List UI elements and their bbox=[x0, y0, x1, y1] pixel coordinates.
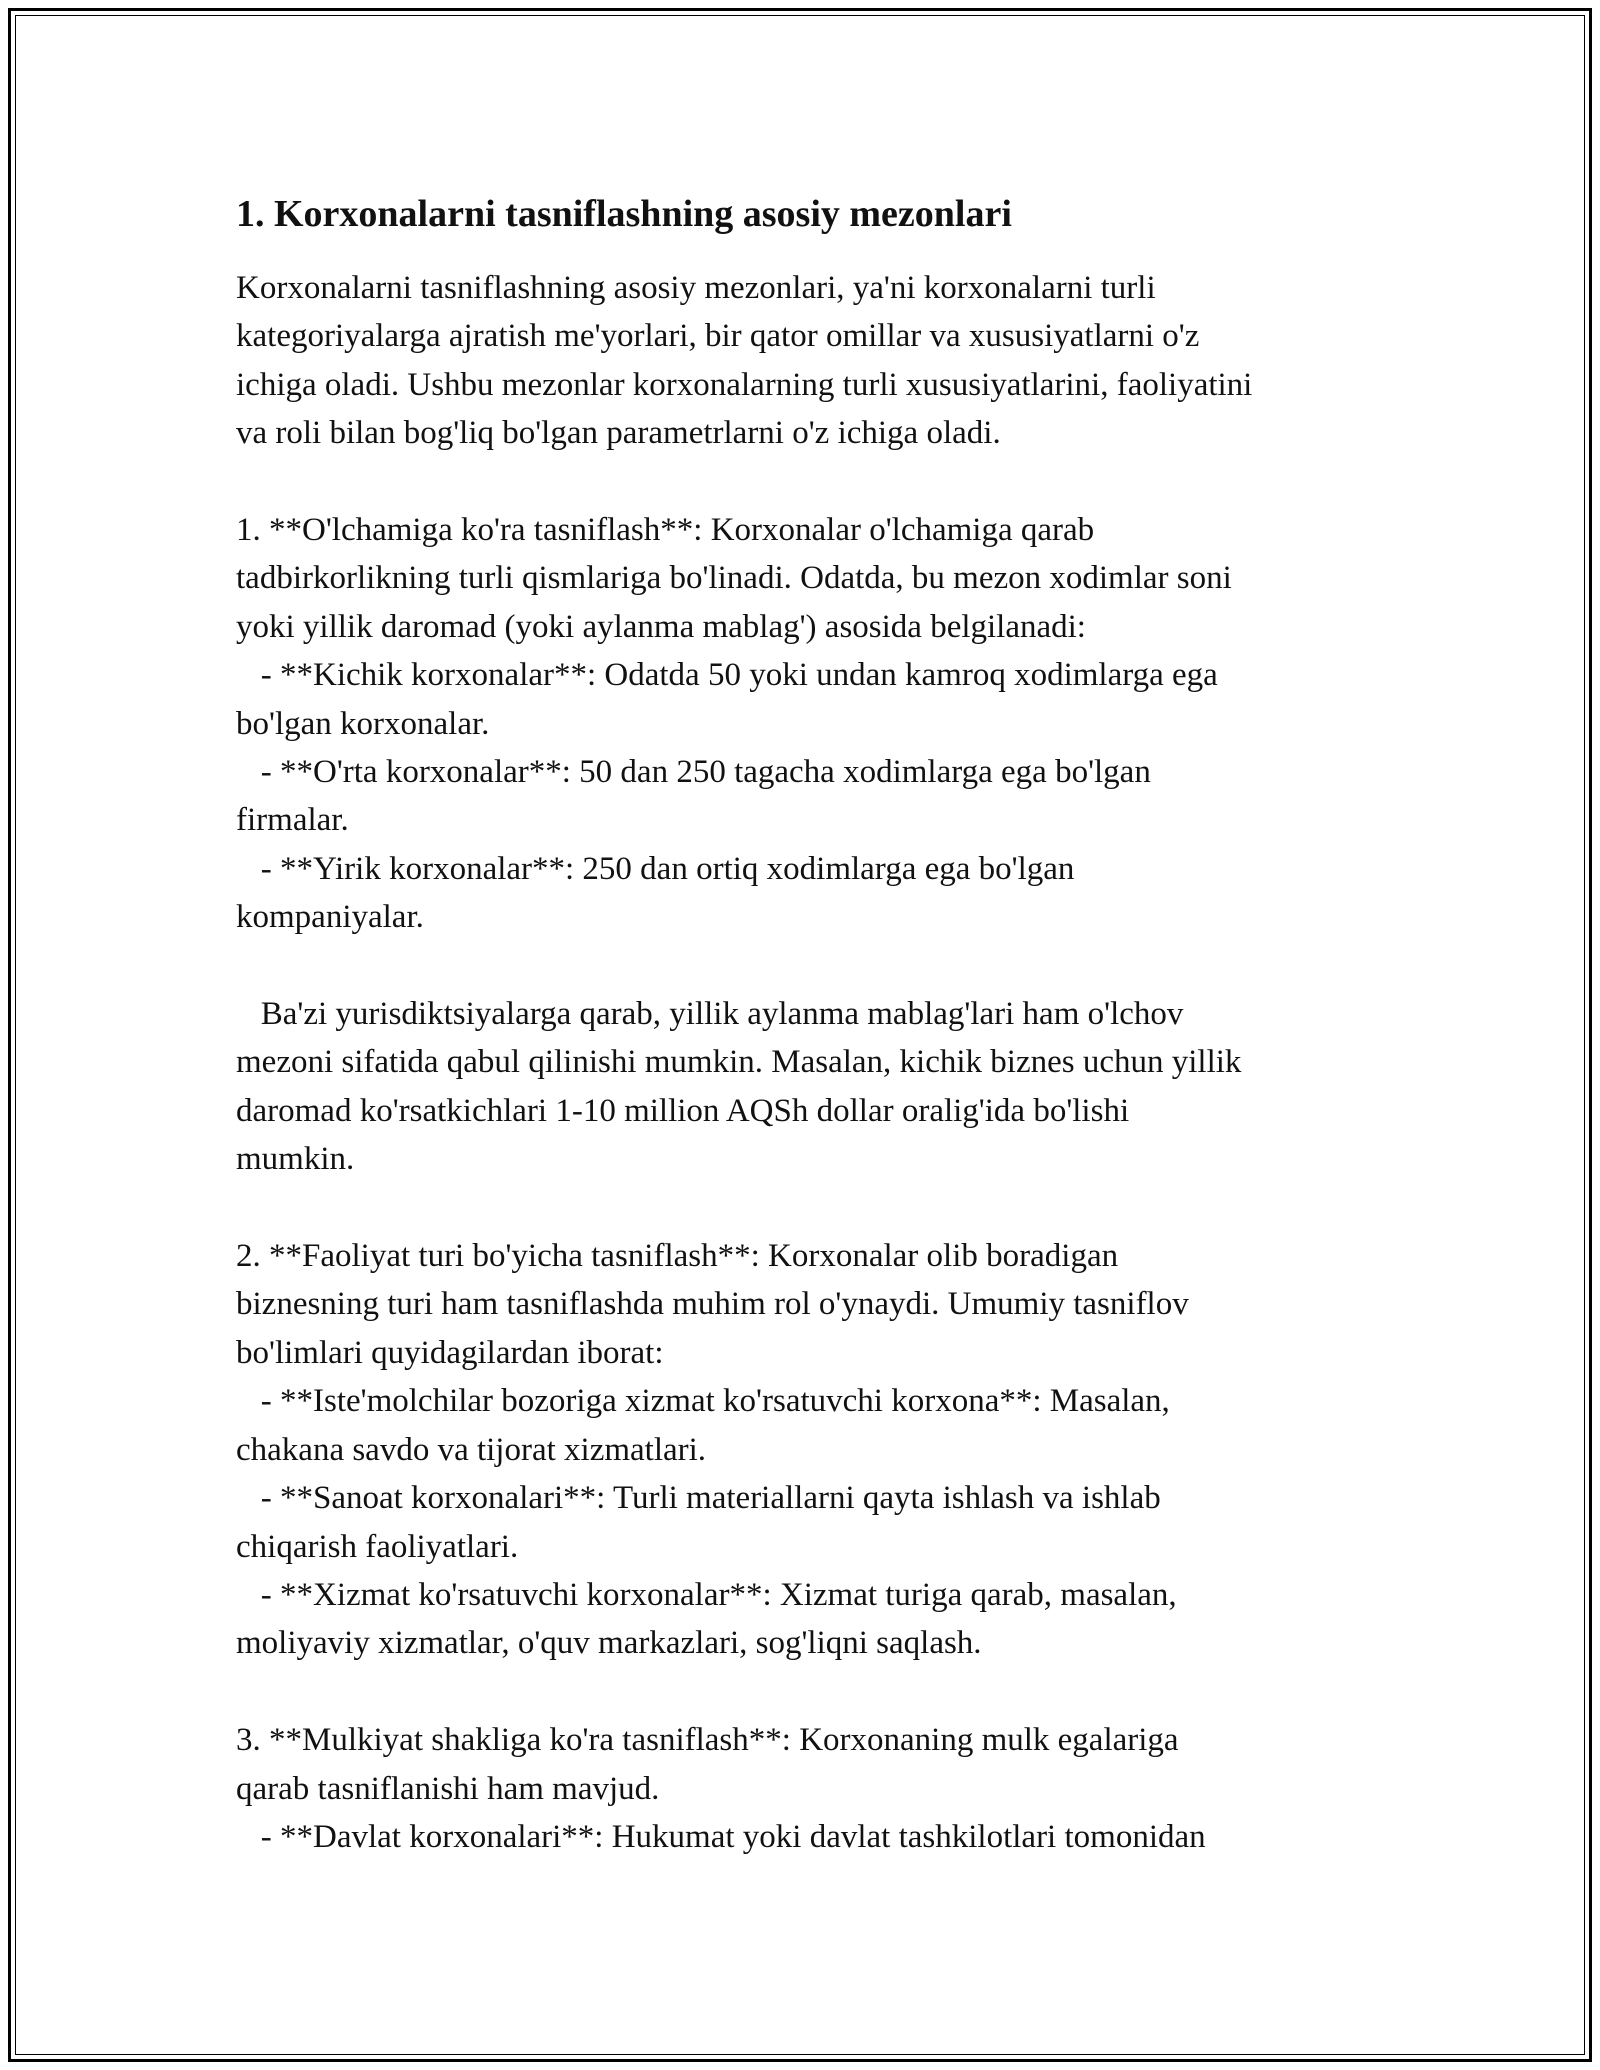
text-line: yoki yillik daromad (yoki aylanma mablag') asosida belgilanadi: bbox=[236, 608, 1086, 645]
text-line: - **Kichik korxonalar**: Odatda 50 yoki undan kamroq xodimlarga ega bbox=[236, 657, 1218, 694]
blank-line bbox=[236, 1668, 1386, 1716]
text-line: chakana savdo va tijorat xizmatlari. bbox=[236, 1431, 707, 1468]
text-line: bo'limlari quyidagilardan iborat: bbox=[236, 1334, 664, 1371]
text-line: kompaniyalar. bbox=[236, 899, 424, 936]
text-line: Ba'zi yurisdiktsiyalarga qarab, yillik aylanma mablag'lari ham o'lchov bbox=[236, 996, 1184, 1033]
blank-line bbox=[236, 942, 1386, 990]
text-line: daromad ko'rsatkichlari 1-10 million AQSh dollar oralig'ida bo'lishi bbox=[236, 1092, 1130, 1129]
text-line: - **O'rta korxonalar**: 50 dan 250 tagacha xodimlarga ega bo'lgan bbox=[236, 754, 1151, 791]
text-line: qarab tasniflanishi ham mavjud. bbox=[236, 1770, 660, 1807]
text-line: 2. **Faoliyat turi bo'yicha tasniflash**: Korxonalar olib boradigan bbox=[236, 1238, 1119, 1275]
text-line: - **Iste'molchilar bozoriga xizmat ko'rsatuvchi korxona**: Masalan, bbox=[236, 1383, 1170, 1420]
text-line: Korxonalarni tasniflashning asosiy mezonlari, ya'ni korxonalarni turli bbox=[236, 270, 1156, 306]
text-line: biznesning turi ham tasniflashda muhim rol o'ynaydi. Umumiy tasniflov bbox=[236, 1286, 1189, 1323]
text-line: tadbirkorlikning turli qismlariga bo'linadi. Odatda, bu mezon xodimlar soni bbox=[236, 560, 1232, 597]
text-line: 3. **Mulkiyat shakliga ko'ra tasniflash**: Korxonaning mulk egalariga bbox=[236, 1722, 1179, 1759]
blank-line bbox=[236, 1184, 1386, 1232]
document-title: 1. Korxonalarni tasniflashning asosiy mezonlari bbox=[236, 193, 1012, 235]
document-body bbox=[236, 190, 1386, 1861]
text-line: moliyaviy xizmatlar, o'quv markazlari, sog'liqni saqlash. bbox=[236, 1625, 982, 1662]
text-line: mezoni sifatida qabul qilinishi mumkin. Masalan, kichik biznes uchun yillik bbox=[236, 1044, 1242, 1081]
text-line: ichiga oladi. Ushbu mezonlar korxonalarning turli xususiyatlarini, faoliyatini bbox=[236, 366, 1253, 403]
text-line: - **Sanoat korxonalari**: Turli materiallarni qayta ishlash va ishlab bbox=[236, 1480, 1161, 1517]
text-line: kategoriyalarga ajratish me'yorlari, bir qator omillar va xususiyatlarni o'z bbox=[236, 318, 1200, 355]
blank-line bbox=[236, 458, 1386, 506]
document-text bbox=[236, 264, 1386, 1861]
text-line: 1. **O'lchamiga ko'ra tasniflash**: Korxonalar o'lchamiga qarab bbox=[236, 512, 1095, 549]
text-line: bo'lgan korxonalar. bbox=[236, 705, 490, 742]
text-line: - **Davlat korxonalari**: Hukumat yoki davlat tashkilotlari tomonidan bbox=[236, 1818, 1206, 1855]
text-line: firmalar. bbox=[236, 802, 349, 839]
text-line: - **Xizmat ko'rsatuvchi korxonalar**: Xizmat turiga qarab, masalan, bbox=[236, 1576, 1177, 1613]
text-line: mumkin. bbox=[236, 1141, 355, 1178]
text-line: - **Yirik korxonalar**: 250 dan ortiq xodimlarga ega bo'lgan bbox=[236, 850, 1075, 887]
text-line: va roli bilan bog'liq bo'lgan parametrlarni o'z ichiga oladi. bbox=[236, 415, 1001, 452]
text-line: chiqarish faoliyatlari. bbox=[236, 1528, 519, 1565]
